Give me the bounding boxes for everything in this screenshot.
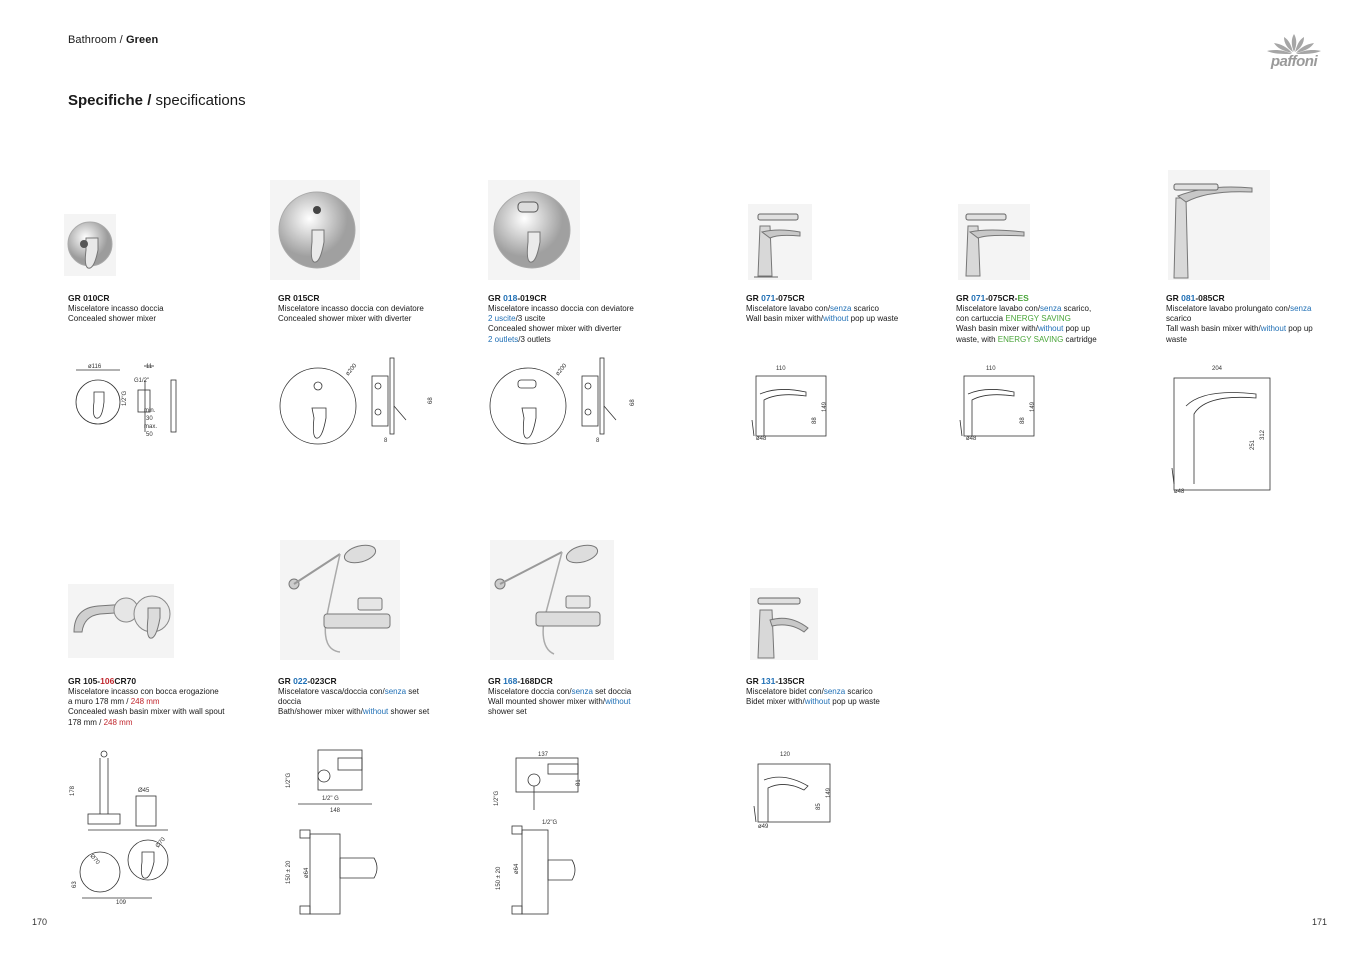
- text-segment: Bath/shower mixer with/: [278, 707, 363, 717]
- dimension-label: ø64: [514, 863, 520, 874]
- dimension-label: 1/2"G: [122, 390, 128, 406]
- text-segment: GR 105-: [68, 676, 101, 686]
- text-segment: Miscelatore lavabo con/: [746, 304, 831, 313]
- text-segment: 081: [1181, 293, 1196, 303]
- product-code: [278, 293, 320, 303]
- dimension-label: 149: [826, 787, 832, 798]
- dimension-label: 30: [146, 416, 153, 422]
- dimension-label: 109: [116, 900, 127, 906]
- technical-drawing: [1164, 360, 1284, 500]
- product-photo: [280, 540, 400, 660]
- text-segment: ES: [1017, 293, 1029, 303]
- text-segment: Wall basin mixer with/: [746, 314, 824, 324]
- product-description: [488, 687, 648, 718]
- breadcrumb: [68, 34, 158, 46]
- dimension-label: 63: [72, 881, 78, 888]
- text-segment: without: [1037, 324, 1064, 334]
- text-segment: ENERGY SAVING: [1005, 314, 1071, 324]
- text-segment: -019CR: [517, 293, 547, 303]
- text-segment: GR: [488, 676, 504, 686]
- text-segment: CR70: [114, 676, 137, 686]
- product-photo: [750, 588, 818, 660]
- text-segment: scarico,: [1061, 304, 1092, 313]
- dimension-label: 68: [428, 397, 434, 404]
- dimension-label: 178: [70, 785, 76, 796]
- product-description: [278, 304, 438, 324]
- dimension-label: ø48: [1174, 489, 1185, 495]
- technical-drawing: [486, 356, 656, 446]
- text-segment: without: [804, 697, 831, 707]
- dimension-label: 149: [1030, 401, 1036, 412]
- text-segment: a muro 178 mm /: [68, 697, 131, 707]
- text-segment: 071: [761, 293, 776, 303]
- text-segment: pop up waste: [848, 314, 899, 324]
- dimension-label: 150 ± 20: [496, 866, 502, 890]
- text-segment: without: [605, 697, 631, 707]
- dimension-label: 50: [146, 432, 153, 438]
- text-segment: senza: [571, 687, 593, 696]
- text-segment: Concealed shower mixer with diverter: [278, 314, 412, 324]
- technical-drawing: [750, 746, 840, 831]
- text-segment: 178 mm /: [68, 717, 104, 727]
- product-description: [68, 304, 228, 324]
- text-segment: waste: [1166, 334, 1187, 344]
- text-segment: -023CR: [307, 676, 337, 686]
- dimension-label: 120: [780, 752, 791, 758]
- dimension-label: 204: [1212, 366, 1223, 372]
- technical-drawing: [956, 360, 1046, 445]
- product-description: [68, 687, 228, 728]
- breadcrumb-section: Bathroom /: [68, 34, 126, 46]
- text-segment: scarico: [845, 687, 873, 696]
- text-segment: -075CR-: [985, 293, 1018, 303]
- text-segment: Miscelatore incasso doccia con deviatore: [278, 304, 424, 313]
- text-segment: GR 010CR: [68, 293, 110, 303]
- product-code: [746, 676, 805, 686]
- text-segment: GR: [956, 293, 972, 303]
- text-segment: Miscelatore lavabo con/: [956, 304, 1041, 313]
- product-description: [278, 687, 438, 718]
- technical-drawing: [748, 360, 838, 445]
- text-segment: 018: [503, 293, 518, 303]
- text-segment: senza: [823, 687, 846, 696]
- text-segment: shower set: [388, 707, 430, 717]
- product-photo: [1168, 170, 1270, 280]
- text-segment: 2 outlets: [488, 334, 519, 344]
- text-segment: ENERGY SAVING: [997, 334, 1064, 344]
- product-photo: [488, 180, 580, 280]
- dimension-label: ø64: [304, 867, 310, 878]
- technical-drawing: [68, 360, 188, 440]
- text-segment: pop up waste: [830, 697, 880, 707]
- text-segment: without: [1260, 324, 1287, 334]
- text-segment: scarico: [851, 304, 879, 313]
- text-segment: GR: [746, 293, 762, 303]
- text-segment: 168: [503, 676, 518, 686]
- text-segment: senza: [830, 304, 852, 313]
- product-photo: [64, 210, 116, 278]
- text-segment: 071: [971, 293, 986, 303]
- text-segment: pop up: [1286, 324, 1313, 334]
- text-segment: pop up: [1063, 324, 1091, 334]
- dimension-label: 1/2"G: [286, 772, 292, 788]
- text-segment: Tall wash basin mixer with/: [1166, 324, 1261, 334]
- breadcrumb-current: Green: [125, 34, 159, 46]
- text-segment: GR: [488, 293, 504, 303]
- product-code: [68, 676, 136, 686]
- text-segment: Bidet mixer with/: [746, 697, 805, 707]
- page-number-left: 170: [32, 917, 48, 927]
- technical-drawing: [68, 748, 178, 908]
- page-title-bold: Specifiche /: [68, 92, 156, 109]
- text-segment: Concealed shower mixer: [68, 314, 157, 324]
- product-code: [68, 293, 110, 303]
- product-code: [278, 676, 337, 686]
- dimension-label: min.: [144, 408, 156, 414]
- text-segment: GR 015CR: [278, 293, 320, 303]
- text-segment: Wall mounted shower mixer with/: [488, 697, 606, 707]
- product-description: [746, 304, 906, 324]
- dimension-label: 81: [576, 779, 582, 786]
- text-segment: 131: [761, 676, 776, 686]
- product-photo: [958, 204, 1030, 280]
- product-description: [956, 304, 1116, 345]
- dimension-label: Ø70: [88, 853, 101, 866]
- dimension-label: 110: [986, 366, 996, 372]
- product-photo: [270, 180, 360, 280]
- dimension-label: 1/2"G: [494, 790, 500, 806]
- product-code: [488, 676, 553, 686]
- text-segment: scarico: [1166, 314, 1192, 324]
- text-segment: 106: [100, 676, 115, 686]
- text-segment: senza: [1290, 304, 1312, 313]
- dimension-label: 68: [630, 399, 636, 406]
- page-number-right: 171: [1312, 917, 1328, 927]
- text-segment: Miscelatore incasso doccia con deviatore: [488, 304, 634, 313]
- text-segment: /3 uscite: [515, 314, 546, 324]
- text-segment: -075CR: [775, 293, 805, 303]
- text-segment: /3 outlets: [518, 334, 551, 344]
- product-description: [488, 304, 648, 345]
- dimension-label: 149: [822, 401, 828, 412]
- text-segment: doccia: [278, 697, 302, 707]
- text-segment: 248 mm: [130, 697, 160, 707]
- dimension-label: 148: [330, 808, 341, 814]
- text-segment: cartridge: [1063, 334, 1097, 344]
- dimension-label: 1/2"G: [542, 820, 558, 826]
- dimension-label: 8: [596, 438, 600, 444]
- product-code: [1166, 293, 1225, 303]
- text-segment: Concealed shower mixer with diverter: [488, 324, 622, 334]
- dimension-label: max.: [144, 424, 158, 430]
- product-photo: [490, 540, 614, 660]
- dimension-label: ø200: [344, 362, 359, 378]
- technical-drawing: [276, 356, 446, 446]
- technical-drawing: [278, 742, 388, 917]
- text-segment: senza: [384, 687, 407, 696]
- text-segment: set doccia: [592, 687, 632, 696]
- dimension-label: 137: [538, 752, 549, 758]
- text-segment: 2 uscite: [488, 314, 516, 324]
- text-segment: Miscelatore lavabo prolungato con/: [1166, 304, 1291, 313]
- text-segment: -168DCR: [517, 676, 553, 686]
- product-code: [746, 293, 805, 303]
- text-segment: con cartuccia: [956, 314, 1006, 324]
- page-title-regular: specifications: [155, 92, 246, 109]
- text-segment: GR: [278, 676, 294, 686]
- text-segment: waste, with: [956, 334, 998, 344]
- dimension-label: 88: [1020, 417, 1026, 424]
- dimension-label: 1/2" G: [322, 796, 339, 802]
- text-segment: Miscelatore vasca/doccia con/: [278, 687, 385, 696]
- text-segment: without: [362, 707, 389, 717]
- dimension-label: 251: [1250, 439, 1256, 450]
- dimension-label: 312: [1260, 429, 1266, 440]
- dimension-label: ø116: [88, 364, 102, 370]
- text-segment: Concealed wash basin mixer with wall spout: [68, 707, 225, 717]
- text-segment: Miscelatore incasso doccia: [68, 304, 164, 313]
- product-description: [746, 687, 906, 707]
- text-segment: senza: [1040, 304, 1062, 313]
- text-segment: 022: [293, 676, 308, 686]
- text-segment: GR: [746, 676, 762, 686]
- product-description: [1166, 304, 1326, 345]
- dimension-label: ø48: [756, 436, 767, 442]
- text-segment: Miscelatore bidet con/: [746, 687, 824, 696]
- text-segment: -135CR: [775, 676, 805, 686]
- text-segment: GR: [1166, 293, 1182, 303]
- text-segment: Miscelatore incasso con bocca erogazione: [68, 687, 219, 696]
- dimension-label: G1/2": [134, 378, 150, 384]
- text-segment: Wash basin mixer with/: [956, 324, 1038, 334]
- dimension-label: ø200: [554, 362, 569, 378]
- dimension-label: 85: [816, 803, 822, 810]
- dimension-label: 150 ± 20: [286, 860, 292, 884]
- text-segment: shower set: [488, 707, 527, 717]
- text-segment: set: [406, 687, 419, 696]
- technical-drawing: [488, 744, 598, 919]
- dimension-label: Ø45: [138, 788, 150, 794]
- dimension-label: 8: [384, 438, 388, 444]
- dimension-label: 11: [146, 364, 153, 370]
- text-segment: Miscelatore doccia con/: [488, 687, 572, 696]
- dimension-label: 110: [776, 366, 786, 372]
- product-photo: [748, 204, 812, 280]
- text-segment: without: [823, 314, 849, 324]
- text-segment: -085CR: [1195, 293, 1225, 303]
- page-title: [68, 92, 246, 109]
- dimension-label: ø49: [758, 824, 769, 830]
- dimension-label: ø48: [966, 436, 977, 442]
- brand-wordmark: paffoni: [1270, 53, 1318, 70]
- text-segment: 248 mm: [103, 717, 133, 727]
- product-code: [956, 293, 1029, 303]
- product-photo: [68, 584, 174, 658]
- dimension-label: 88: [812, 417, 818, 424]
- product-code: [488, 293, 547, 303]
- dimension-label: Ø70: [154, 836, 167, 850]
